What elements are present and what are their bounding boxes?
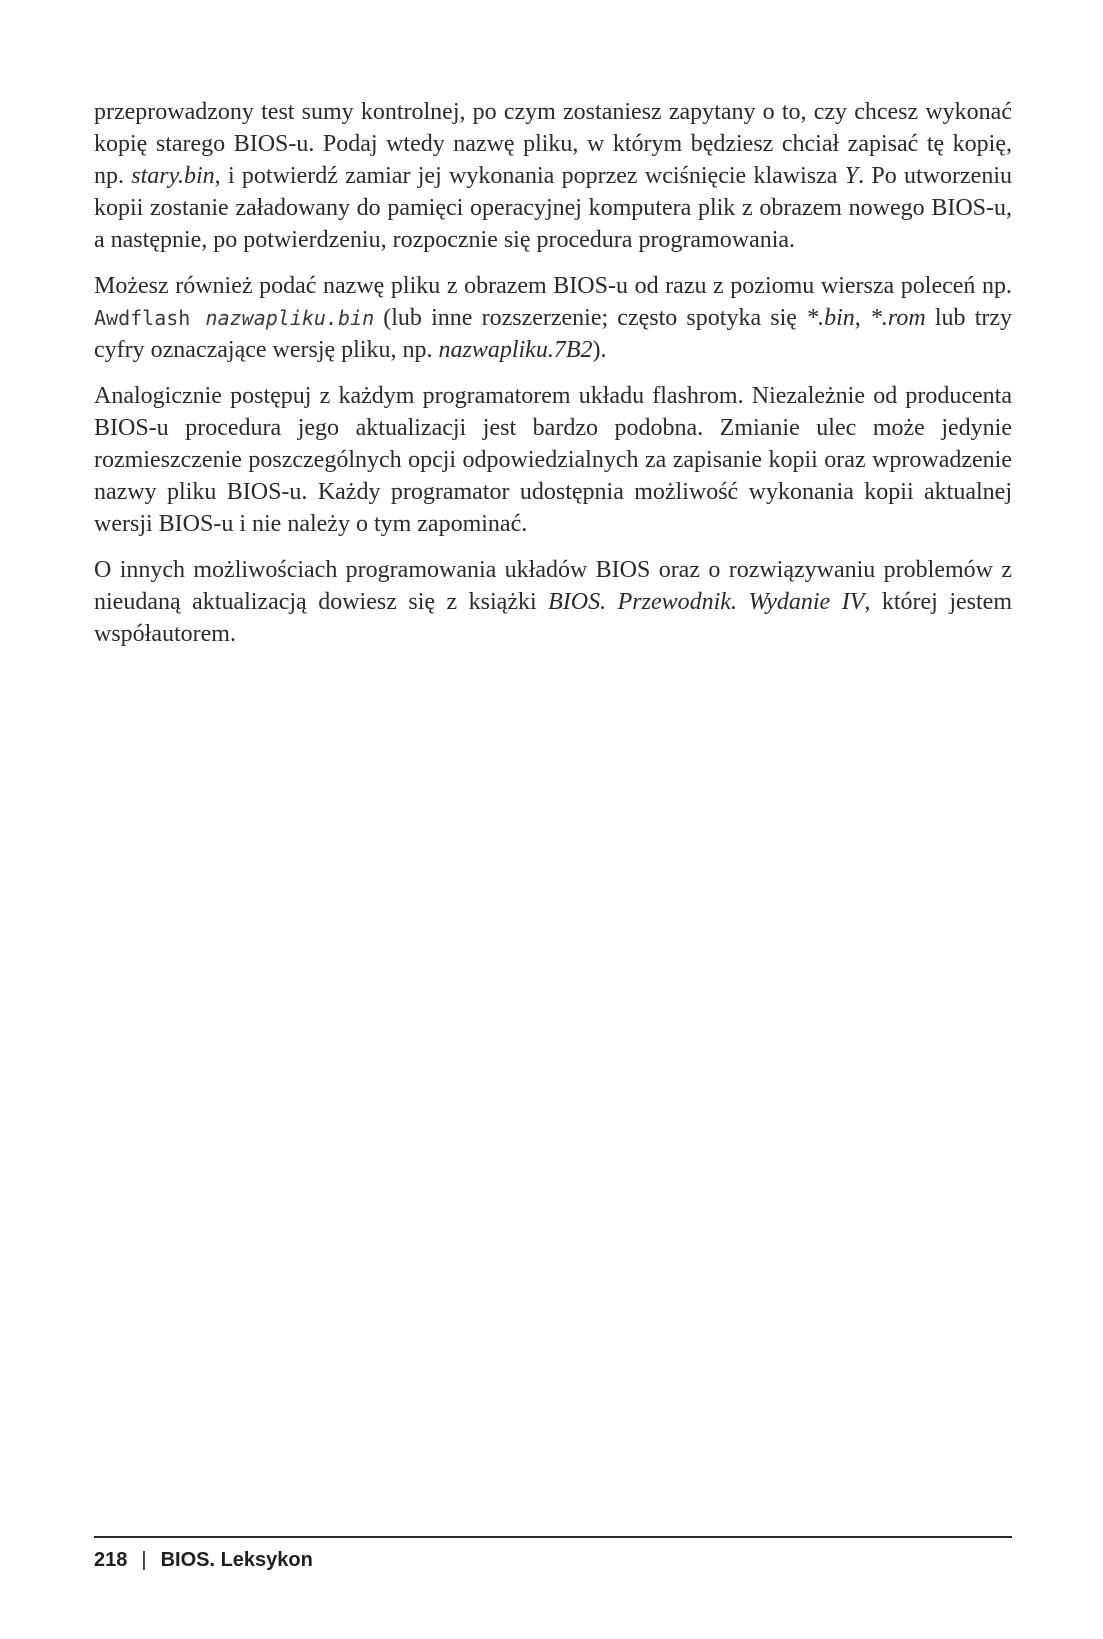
filename-italic: stary.bin [131, 163, 215, 189]
text-run: przeprowadzony test sumy kontrolnej, po czym zostaniesz zapytany o to, czy chcesz wykonać kopię starego BIOS-u. Podaj wtedy nazwę pliku, w którym będziesz chciał zapisać tę kopię, np. [94, 99, 1012, 189]
text-run: . Po utworzeniu kopii zostanie załadowany do pamięci operacyjnej komputera plik z obrazem nowego BIOS-u, a następnie, po potwierdzeniu, rozpocznie się procedura programowania. [94, 163, 1012, 253]
page-body [94, 96, 1012, 650]
page-footer [94, 1548, 313, 1572]
extension-italic: *.bin [806, 305, 855, 331]
paragraph [94, 380, 1012, 540]
page-number: 218 [94, 1549, 128, 1571]
book-title-italic: BIOS. Przewodnik. Wydanie IV [548, 589, 865, 615]
text-run: , [854, 305, 870, 331]
command-argument: nazwapliku.bin [205, 306, 375, 330]
text-run: O innych możliwościach programowania układów BIOS oraz o rozwiązywaniu problemów z nieudaną aktualizacją dowiesz się z książki [94, 557, 1012, 615]
text-run: (lub inne rozszerzenie; często spotyka się [374, 305, 807, 331]
text-run: Analogicznie postępuj z każdym programatorem układu flashrom. Niezależnie od producenta BIOS-u procedura jego aktualizacji jest bardzo podobna. Zmianie ulec może jedynie rozmieszczenie poszczególnych opcji odpowiedzialnych za zapisanie kopii oraz wprowadzenie nazwy pliku BIOS-u. Każdy programator udostępnia możliwość wykonania kopii aktualnej wersji BIOS-u i nie należy o tym zapominać. [94, 383, 1012, 537]
paragraph [94, 554, 1012, 650]
command-name: Awdflash [94, 306, 206, 330]
paragraph [94, 270, 1012, 366]
text-run: lub trzy cyfry oznaczające wersję pliku, np. [94, 305, 1013, 363]
text-run: ). [592, 337, 607, 363]
text-run: , której jestem współautorem. [94, 589, 1012, 647]
footer-rule [94, 1536, 1012, 1538]
key-name-italic: Y [844, 163, 859, 189]
text-run: , i potwierdź zamiar jej wykonania poprzez wciśnięcie klawisza [214, 163, 845, 189]
running-title: BIOS. Leksykon [160, 1549, 313, 1571]
filename-italic: nazwapliku.7B2 [438, 337, 593, 363]
text-run: Możesz również podać nazwę pliku z obrazem BIOS-u od razu z poziomu wiersza poleceń np. [94, 273, 1012, 299]
command-code [94, 306, 374, 330]
footer-separator: | [141, 1549, 147, 1571]
paragraph [94, 96, 1012, 256]
extension-italic: *.rom [869, 305, 926, 331]
